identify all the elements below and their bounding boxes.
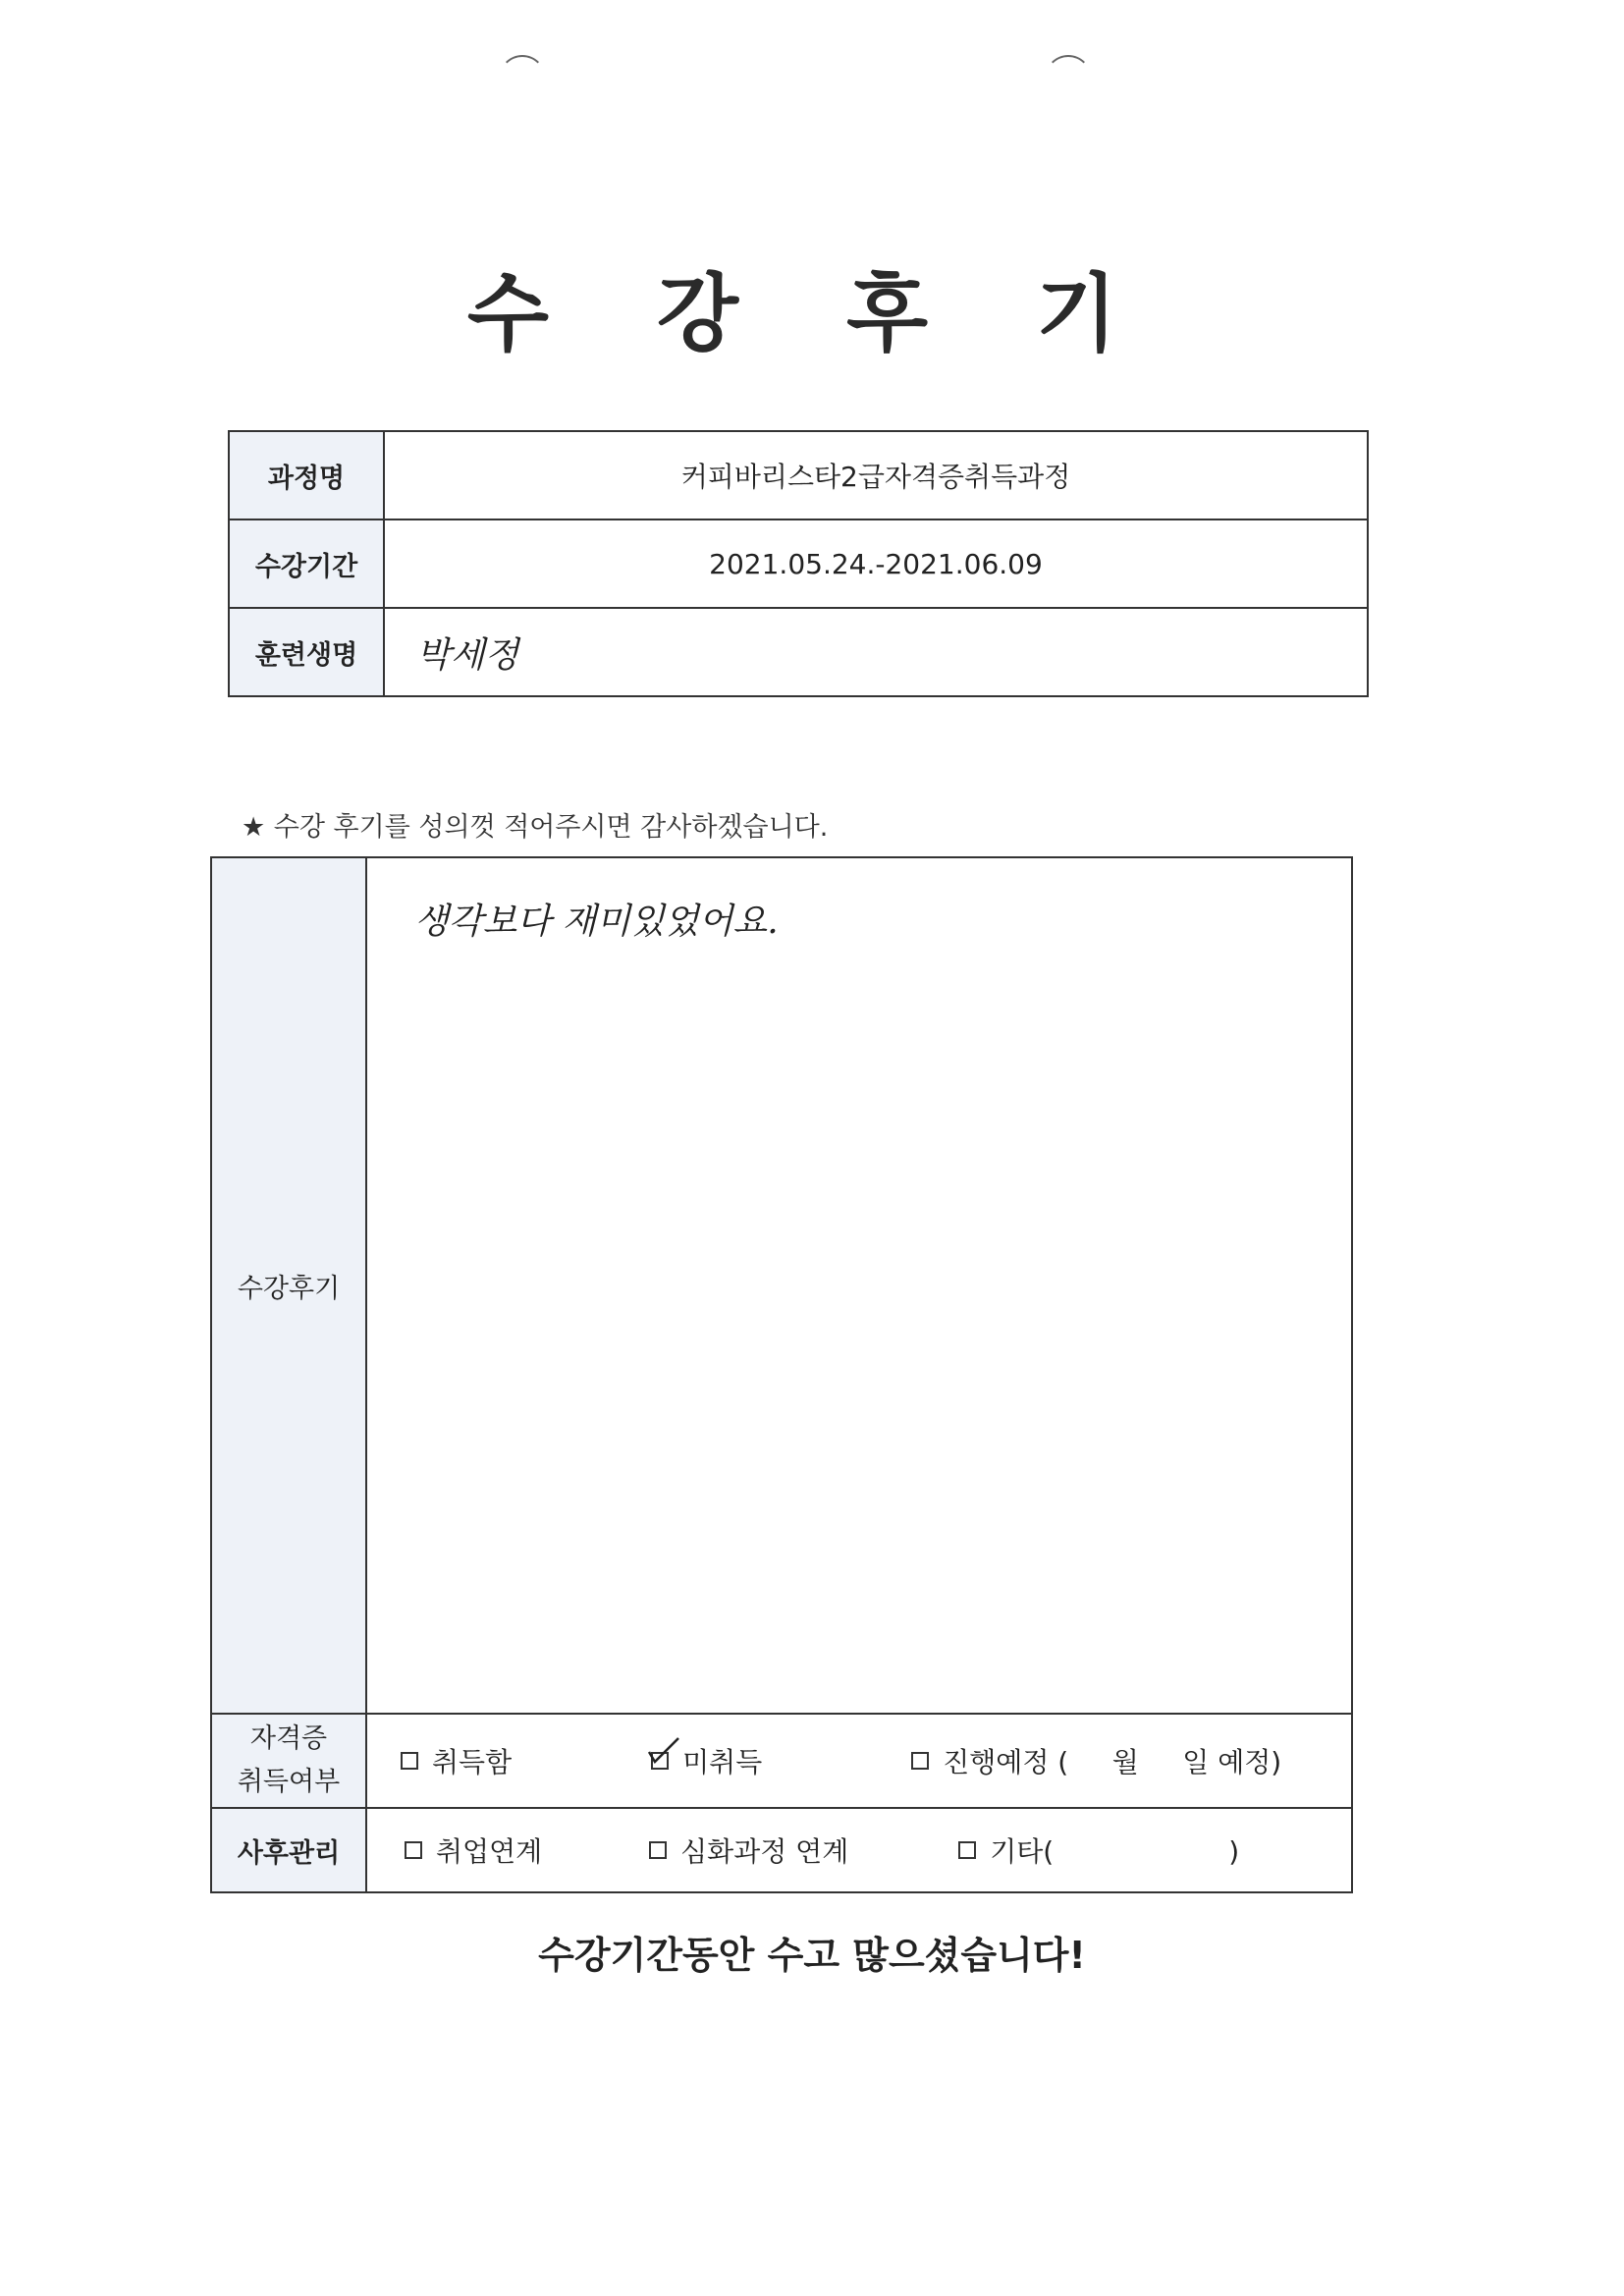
review-table [210,856,1353,1893]
review-label: 수강후기 [211,857,366,1714]
instruction-note: ★ 수강 후기를 성의껏 적어주시면 감사하겠습니다. [242,812,829,843]
option-advanced-course-label: 심화과정 연계 [680,1835,849,1868]
option-employment[interactable] [405,1831,644,1870]
review-handwritten-text: 생각보다 재미있었어요. [414,902,779,942]
certification-label [211,1714,366,1808]
course-info-table [228,430,1369,697]
certification-label-line2: 취득여부 [237,1767,341,1797]
checkbox-advanced-course[interactable] [649,1841,667,1859]
trainee-label: 훈련생명 [229,608,384,696]
followup-options [366,1808,1352,1892]
option-not-acquired[interactable] [651,1741,906,1780]
certification-options [366,1714,1352,1808]
course-value: 커피바리스타2급자격증취득과정 [384,431,1368,519]
period-value: 2021.05.24.-2021.06.09 [384,519,1368,608]
option-not-acquired-label: 미취득 [682,1746,763,1778]
checkbox-employment[interactable] [405,1841,422,1859]
course-label: 과정명 [229,431,384,519]
checkbox-scheduled[interactable] [911,1752,929,1770]
handwritten-check-icon [647,1736,680,1766]
option-employment-label: 취업연계 [436,1835,543,1868]
trainee-name-handwritten: 박세정 [416,634,519,676]
followup-label: 사후관리 [211,1808,366,1892]
option-scheduled[interactable] [911,1741,1281,1780]
page-title: 수 강 후 기 [466,265,1158,363]
option-other[interactable] [958,1831,1239,1870]
certification-label-line1: 자격증 [249,1723,328,1754]
checkbox-not-acquired-checked[interactable] [651,1752,669,1770]
review-area [366,857,1352,1714]
option-advanced-course[interactable] [649,1831,953,1870]
closing-message: 수강기간동안 수고 많으셨습니다! [538,1934,1086,1977]
trainee-cell [384,608,1368,696]
checkbox-other[interactable] [958,1841,976,1859]
option-other-label: 기타( ) [990,1835,1240,1868]
option-scheduled-label: 진행예정 ( 월 일 예정) [943,1746,1282,1778]
option-acquired-label: 취득함 [432,1746,513,1778]
punch-hole-right [1045,55,1092,102]
checkbox-acquired[interactable] [401,1752,418,1770]
punch-hole-left [499,55,546,102]
option-acquired[interactable] [401,1741,646,1780]
period-label: 수강기간 [229,519,384,608]
